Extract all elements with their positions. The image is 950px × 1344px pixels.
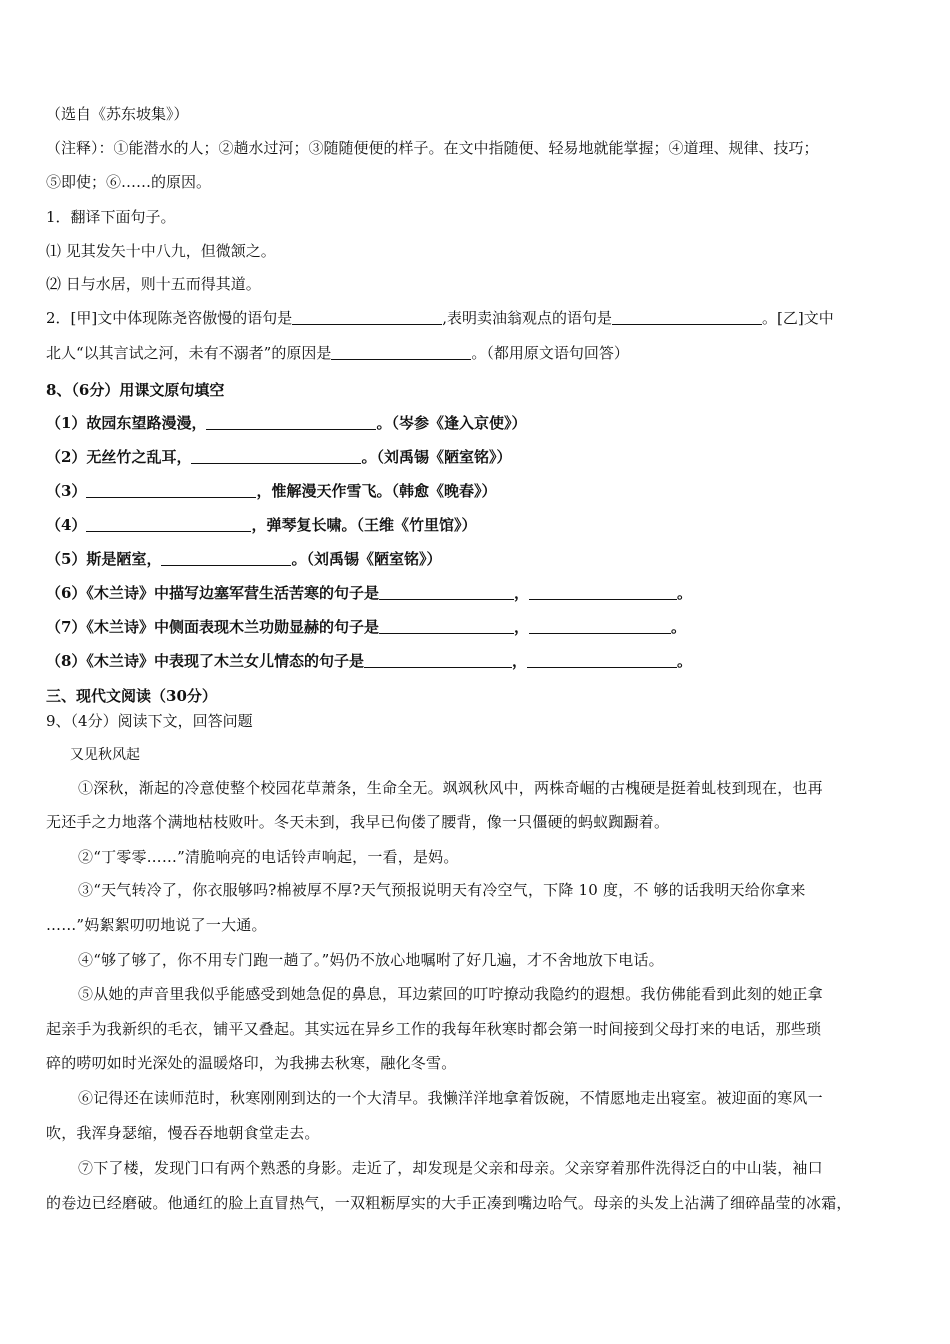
- q2-text-2: ,表明卖油翁观点的语句是: [442, 309, 613, 327]
- question-1-sentence-2: ⑵ 日与水居，则十五而得其道。: [46, 275, 261, 293]
- q8-item-prefix: （1）故园东望路漫漫，: [46, 414, 207, 432]
- q8-item-2: [46, 447, 511, 467]
- essay-paragraph-line: ……”妈絮絮叨叨地说了一大通。: [46, 916, 267, 934]
- q8-item-suffix: 。（刘禹锡《陋室铭》）: [291, 550, 442, 568]
- q2-text-3: 。[乙]文中: [762, 309, 834, 327]
- section-3-heading: 三、现代文阅读（30分）: [46, 687, 217, 705]
- q8-item-6: [46, 583, 692, 603]
- essay-paragraph-line: ②“丁零零……”清脆响亮的电话铃声响起，一看，是妈。: [78, 848, 459, 866]
- question-9-title: 9、（4分）阅读下文，回答问题: [46, 712, 253, 730]
- essay-paragraph-line: ④“够了够了，你不用专门跑一趟了。”妈仍不放心地嘱咐了好几遍，才不舍地放下电话。: [78, 951, 664, 969]
- q8-item-suffix: 。（刘禹锡《陋室铭》）: [361, 448, 512, 466]
- q2-text-4: 北人“以其言试之河，未有不溺者”的原因是: [46, 344, 332, 362]
- q8-item-prefix: （5）斯是陋室，: [46, 550, 162, 568]
- answer-blank[interactable]: [529, 584, 677, 600]
- essay-paragraph-line: ③“天气转冷了，你衣服够吗?棉被厚不厚?天气预报说明天有冷空气，下降 10 度，不 够的话我明天给你拿来: [78, 881, 806, 899]
- question-2-line-2: [46, 343, 629, 363]
- question-2-line-1: [46, 308, 834, 328]
- q8-item-prefix: （2）无丝竹之乱耳，: [46, 448, 192, 466]
- answer-blank[interactable]: [191, 448, 361, 464]
- q8-item-prefix: （6）《木兰诗》中描写边塞军营生活苦寒的句子是: [46, 584, 379, 602]
- answer-blank[interactable]: [527, 652, 677, 668]
- answer-blank[interactable]: [379, 618, 514, 634]
- q8-item-suffix: 。: [676, 652, 692, 670]
- q8-item-1: [46, 413, 526, 433]
- essay-paragraph-line: ①深秋，渐起的冷意使整个校园花草萧条，生命全无。飒飒秋风中，两株奇崛的古槐硬是挺着虬枝到现在，也再: [78, 779, 823, 797]
- question-1-sentence-1: ⑴ 见其发矢十中八九，但微颔之。: [46, 242, 276, 260]
- q8-item-prefix: （4）: [46, 516, 87, 534]
- question-8-title: 8、（6分）用课文原句填空: [46, 381, 225, 399]
- answer-blank[interactable]: [529, 618, 671, 634]
- q8-item-4: [46, 515, 476, 535]
- notes-line-1: （注释）：①能潜水的人；②趟水过河；③随随便便的样子。在文中指随便、轻易地就能掌握；④道理、规律、技巧；: [46, 139, 819, 157]
- answer-blank[interactable]: [331, 344, 471, 360]
- q2-text-1: 2．[甲]文中体现陈尧咨傲慢的语句是: [46, 309, 293, 327]
- q8-item-sep: ，: [511, 652, 527, 670]
- q8-item-prefix: （3）: [46, 482, 87, 500]
- q8-item-sep: ，: [513, 618, 529, 636]
- source-line: （选自《苏东坡集》）: [46, 105, 189, 123]
- q2-text-5: 。（都用原文语句回答）: [471, 344, 629, 362]
- answer-blank[interactable]: [86, 482, 256, 498]
- q8-item-8: [46, 651, 692, 671]
- essay-paragraph-line: 起亲手为我新织的毛衣，铺平又叠起。其实远在异乡工作的我每年秋寒时都会第一时间接到父母打来的电话，那些琐: [46, 1020, 822, 1038]
- essay-paragraph-line: ⑥记得还在读师范时，秋寒刚刚到达的一个大清早。我懒洋洋地拿着饭碗，不情愿地走出寝室。被迎面的寒风一: [78, 1089, 823, 1107]
- q8-item-5: [46, 549, 441, 569]
- answer-blank[interactable]: [86, 516, 251, 532]
- q8-item-sep: ，: [513, 584, 529, 602]
- answer-blank[interactable]: [206, 414, 376, 430]
- answer-blank[interactable]: [612, 309, 762, 325]
- essay-paragraph-line: ⑦下了楼，发现门口有两个熟悉的身影。走近了，却发现是父亲和母亲。父亲穿着那件洗得泛白的中山装，袖口: [78, 1159, 823, 1177]
- q8-item-suffix: 。（岑参《逢入京使》）: [376, 414, 527, 432]
- essay-paragraph-line: 的卷边已经磨破。他通红的脸上直冒热气，一双粗粝厚实的大手正凑到嘴边哈气。母亲的头发上沾满了细碎晶莹的冰霜，: [46, 1194, 852, 1212]
- answer-blank[interactable]: [364, 652, 512, 668]
- answer-blank[interactable]: [379, 584, 514, 600]
- q8-item-3: [46, 481, 496, 501]
- q8-item-prefix: （7）《木兰诗》中侧面表现木兰功勋显赫的句子是: [46, 618, 379, 636]
- essay-title: 又见秋风起: [70, 747, 140, 763]
- answer-blank[interactable]: [161, 550, 291, 566]
- q8-item-suffix: 。: [670, 618, 686, 636]
- answer-blank[interactable]: [292, 309, 442, 325]
- question-1-title: 1．翻译下面句子。: [46, 208, 176, 226]
- essay-paragraph-line: 吹，我浑身瑟缩，慢吞吞地朝食堂走去。: [46, 1124, 320, 1142]
- q8-item-suffix: ，弹琴复长啸。（王维《竹里馆》）: [251, 516, 477, 534]
- q8-item-prefix: （8）《木兰诗》中表现了木兰女儿情态的句子是: [46, 652, 364, 670]
- notes-line-2: ⑤即使；⑥……的原因。: [46, 173, 212, 191]
- essay-paragraph-line: 碎的唠叨如时光深处的温暖烙印，为我拂去秋寒，融化冬雪。: [46, 1054, 457, 1072]
- essay-paragraph-line: 无还手之力地落个满地枯枝败叶。冬天未到，我早已佝偻了腰背，像一只僵硬的蚂蚁踟蹰着。: [46, 813, 670, 831]
- q8-item-suffix: 。: [676, 584, 692, 602]
- q8-item-suffix: ，惟解漫天作雪飞。（韩愈《晚春》）: [256, 482, 497, 500]
- essay-paragraph-line: ⑤从她的声音里我似乎能感受到她急促的鼻息，耳边萦回的叮咛撩动我隐约的遐想。我仿佛能看到此刻的她正拿: [78, 985, 823, 1003]
- q8-item-7: [46, 617, 686, 637]
